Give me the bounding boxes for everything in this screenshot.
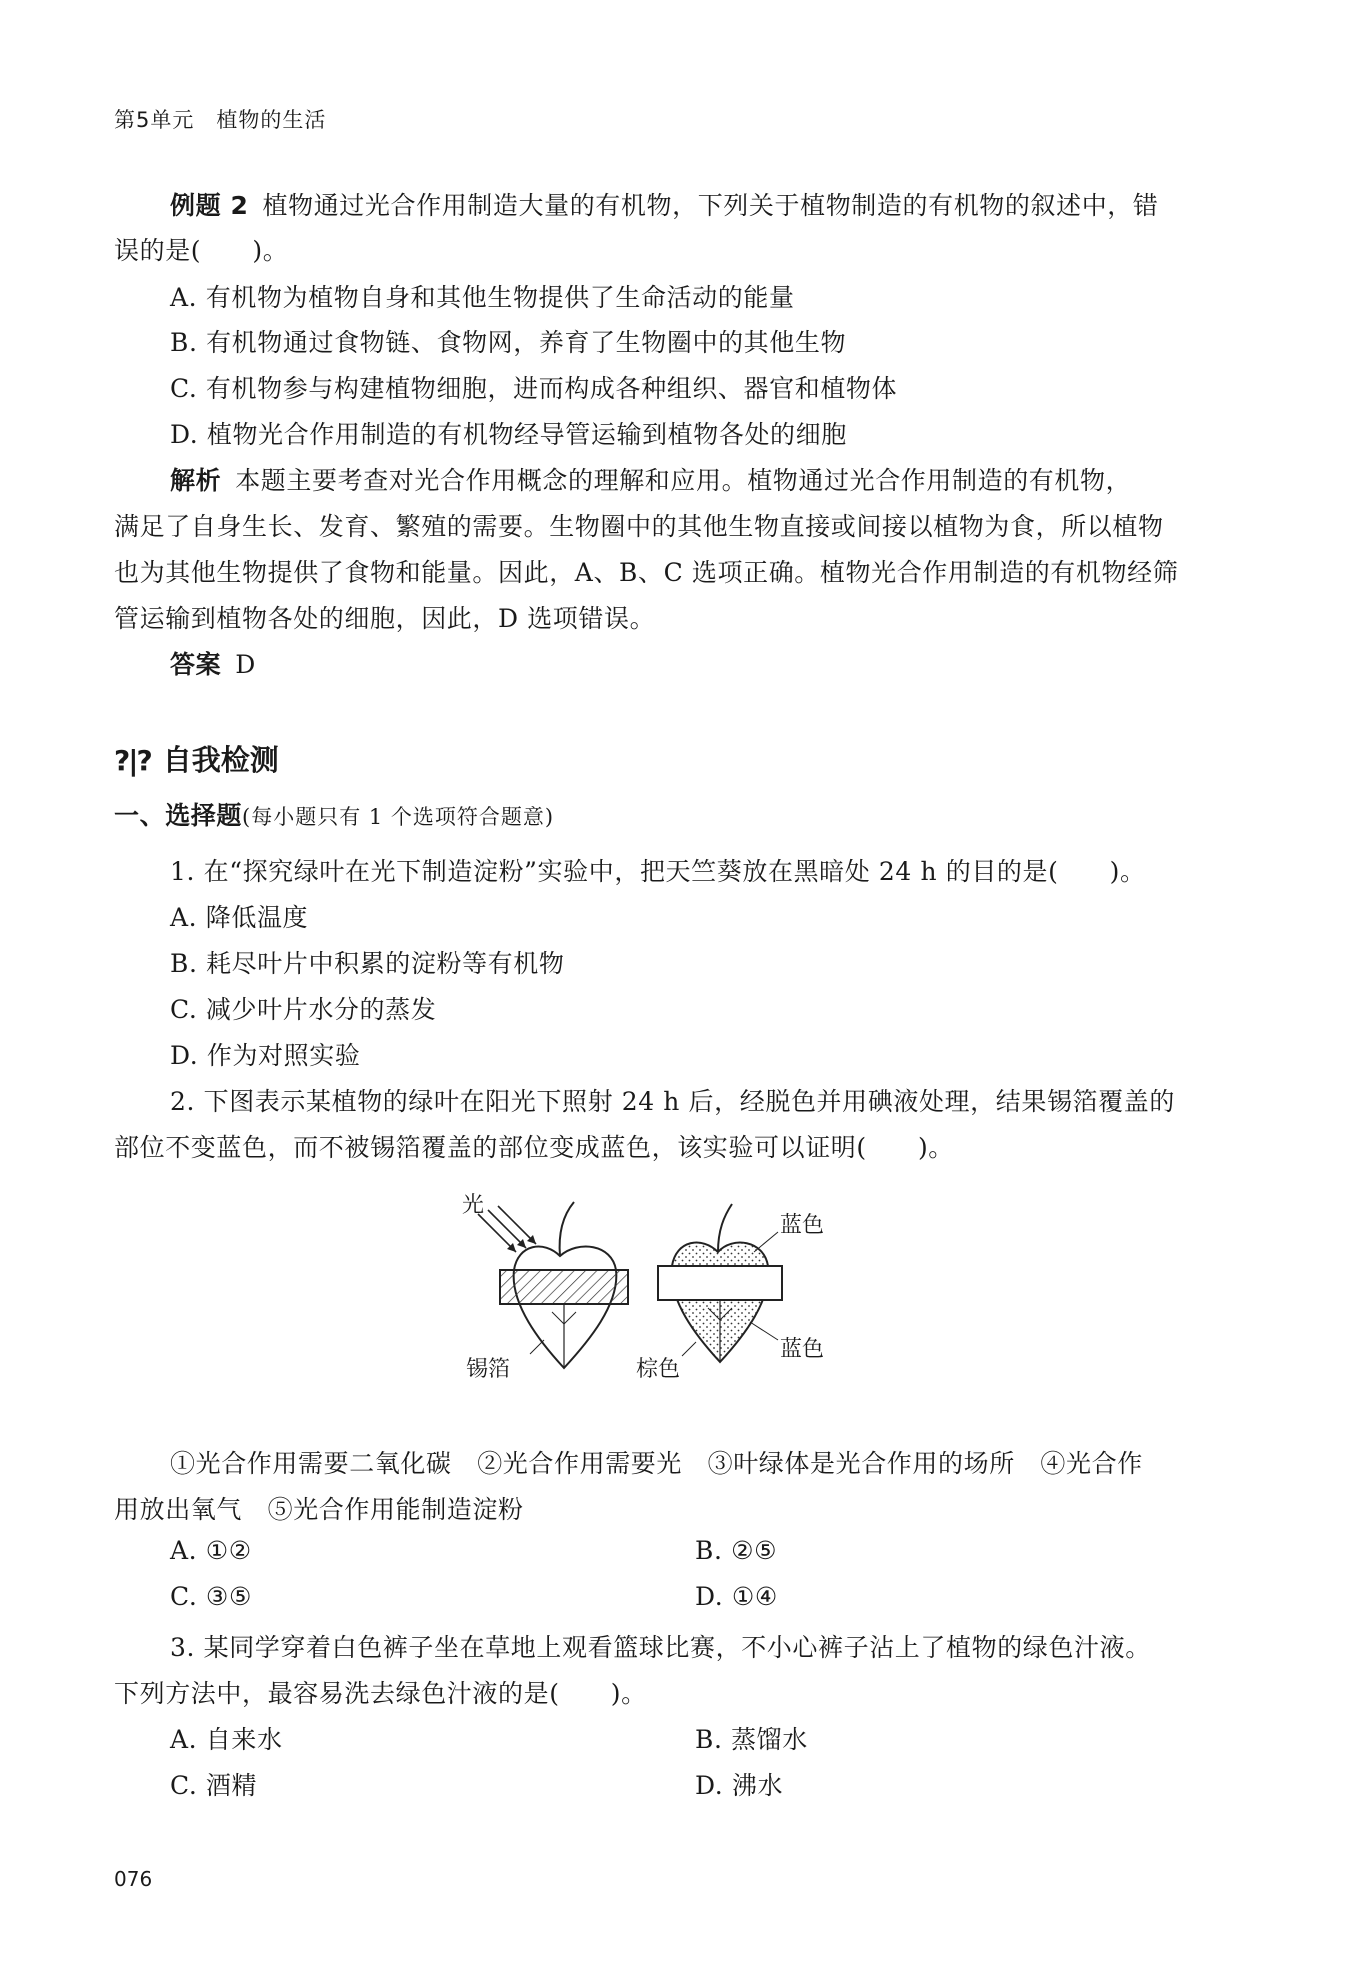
q3-stem-line-2: 下列方法中，最容易洗去绿色汁液的是( )。 xyxy=(114,1679,647,1708)
analysis-line-3: 也为其他生物提供了食物和能量。因此，A、B、C 选项正确。植物光合作用制造的有机物经筛 xyxy=(114,558,1179,587)
brown-label: 棕色 xyxy=(636,1357,681,1382)
q1-stem: 1. 在“探究绿叶在光下制造淀粉”实验中，把天竺葵放在黑暗处 24 h 的目的是( )。 xyxy=(170,857,1146,886)
q2-statements-line-1: ①光合作用需要二氧化碳 ②光合作用需要光 ③叶绿体是光合作用的场所 ④光合作 xyxy=(170,1449,1143,1478)
blue-top-label: 蓝色 xyxy=(780,1213,825,1238)
example-label: 例题 2 xyxy=(170,191,249,220)
right-leaf xyxy=(658,1204,782,1362)
page-number: 076 xyxy=(114,1867,153,1891)
q1-option-b: B. 耗尽叶片中积累的淀粉等有机物 xyxy=(170,949,565,978)
section-title xyxy=(114,738,279,779)
example-option-d: D. 植物光合作用制造的有机物经导管运输到植物各处的细胞 xyxy=(170,420,847,449)
example-stem-text: 植物通过光合作用制造大量的有机物，下列关于植物制造的有机物的叙述中，错 xyxy=(262,191,1159,220)
analysis-line-2: 满足了自身生长、发育、繁殖的需要。生物圈中的其他生物直接或间接以植物为食，所以植物 xyxy=(114,512,1164,541)
part-note: (每小题只有 1 个选项符合题意) xyxy=(242,805,555,829)
example-option-b: B. 有机物通过食物链、食物网，养育了生物圈中的其他生物 xyxy=(170,328,847,357)
answer-value: D xyxy=(235,650,256,679)
analysis-label: 解析 xyxy=(170,466,222,495)
example-option-a: A. 有机物为植物自身和其他生物提供了生命活动的能量 xyxy=(170,283,795,312)
unit-title: 植物的生活 xyxy=(216,108,327,132)
q2-stem-line-1: 2. 下图表示某植物的绿叶在阳光下照射 24 h 后，经脱色并用碘液处理，结果锡箔覆盖的 xyxy=(170,1087,1175,1116)
answer-line xyxy=(170,645,256,681)
analysis-line-1 xyxy=(170,461,1131,497)
question-marks-icon: ?|? xyxy=(114,744,151,777)
leaf-diagram xyxy=(460,1192,920,1392)
q1-option-d: D. 作为对照实验 xyxy=(170,1041,361,1070)
example-stem-line-2: 误的是( )。 xyxy=(114,236,289,265)
q2-option-b: B. ②⑤ xyxy=(695,1536,778,1565)
q2-option-d: D. ①④ xyxy=(695,1582,778,1611)
q2-stem-line-2: 部位不变蓝色，而不被锡箔覆盖的部位变成蓝色，该实验可以证明( )。 xyxy=(114,1133,954,1162)
q2-statements-line-2: 用放出氧气 ⑤光合作用能制造淀粉 xyxy=(114,1495,524,1524)
q3-option-b: B. 蒸馏水 xyxy=(695,1725,808,1754)
running-header xyxy=(114,104,326,134)
example-stem-line-1 xyxy=(170,186,1159,222)
q3-stem-line-1: 3. 某同学穿着白色裤子坐在草地上观看篮球比赛，不小心裤子沾上了植物的绿色汁液。 xyxy=(170,1633,1151,1662)
analysis-line-4: 管运输到植物各处的细胞，因此，D 选项错误。 xyxy=(114,604,656,633)
q1-option-a: A. 降低温度 xyxy=(170,903,309,932)
example-option-c: C. 有机物参与构建植物细胞，进而构成各种组织、器官和植物体 xyxy=(170,374,898,403)
q1-option-c: C. 减少叶片水分的蒸发 xyxy=(170,995,437,1024)
blue-bottom-label: 蓝色 xyxy=(780,1337,825,1362)
unit-label: 第5单元 xyxy=(114,108,195,132)
q3-option-d: D. 沸水 xyxy=(695,1771,784,1800)
part-label: 一、选择题 xyxy=(114,801,243,830)
q3-option-c: C. 酒精 xyxy=(170,1771,258,1800)
section-title-text: 自我检测 xyxy=(162,743,279,777)
light-label: 光 xyxy=(462,1193,485,1218)
q2-option-a: A. ①② xyxy=(170,1536,252,1565)
left-leaf xyxy=(478,1202,628,1368)
analysis-text: 本题主要考查对光合作用概念的理解和应用。植物通过光合作用制造的有机物， xyxy=(235,466,1132,495)
q2-option-c: C. ③⑤ xyxy=(170,1582,252,1611)
part-heading xyxy=(114,796,554,832)
q3-option-a: A. 自来水 xyxy=(170,1725,283,1754)
leaf-experiment-figure xyxy=(460,1192,920,1392)
foil-label: 锡箔 xyxy=(466,1357,511,1382)
answer-label: 答案 xyxy=(170,650,222,679)
